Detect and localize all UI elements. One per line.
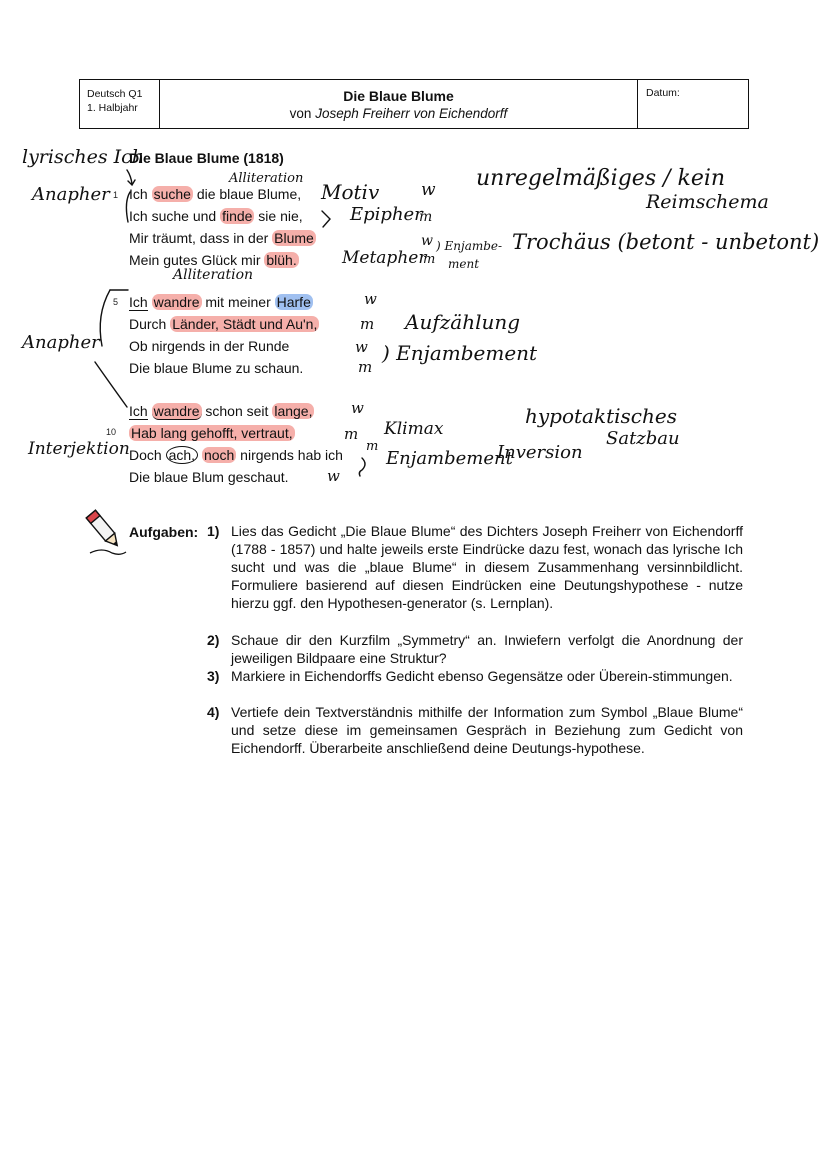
task-text: Lies das Gedicht „Die Blaue Blume“ des Dichters Joseph Freiherr von Eichendorff (1788 - 1857) und halte jeweils erste Eindrücke dazu fest, wonach das lyrische Ich sucht und was die „blaue Blume“ in diesem Zusammenhang versinnbildlicht. Formuliere basierend auf diesen Eindrücken eine Deutungshypothese - nutze hierzu ggf. den Hypothesen-generator (s. Lernplan). — [231, 523, 743, 611]
poem-line: Die blaue Blume zu schaun. — [129, 360, 304, 376]
poem-line: Ich wandre schon seit lange, — [129, 403, 313, 419]
annotation-klimax: Klimax — [384, 419, 444, 439]
poem-line: Mir träumt, dass in der Blume — [129, 230, 314, 246]
annotation-metapher: Metapher — [342, 248, 427, 268]
task-text: Vertiefe dein Textverständnis mithilfe der Information zum Symbol „Blaue Blume“ und setze diese im gemeinsamen Gespräch in Beziehung zum Gedicht von Eichendorff. Überarbeite anschließend deine Deutungs-hypothese. — [231, 704, 743, 756]
annotation-trochaeus: Trochäus (betont - unbetont) — [512, 230, 820, 254]
cadence-mark: m — [344, 425, 359, 443]
annotation-aufzaehlung: Aufzählung — [405, 310, 521, 334]
annotation-lyrisches-ich: lyrisches Ich — [22, 146, 145, 168]
enjambement-bracket-low — [359, 458, 365, 476]
subtitle-prefix: von — [289, 106, 316, 121]
epipher-bracket — [322, 211, 330, 227]
cadence-mark: m — [419, 209, 433, 225]
cadence-mark: w — [421, 180, 436, 200]
annotation-epipher: Epipher — [350, 204, 423, 225]
annotation-inversion: Inversion — [497, 442, 583, 463]
task-item — [207, 522, 743, 612]
task-item — [207, 631, 743, 667]
cadence-mark: w — [364, 290, 377, 308]
pencil-icon — [82, 505, 128, 557]
line-number: 1 — [113, 190, 119, 200]
author-name: Joseph Freiherr von Eichendorff — [315, 106, 508, 121]
poem-line: Die blaue Blum geschaut. — [129, 469, 289, 485]
poem-line: Hab lang gehofft, vertraut, — [131, 425, 293, 441]
arrow-lyrisches-ich — [127, 170, 135, 185]
cadence-mark: w — [355, 338, 368, 356]
title-cell — [160, 80, 638, 128]
task-item — [207, 667, 743, 685]
poem-title: Die Blaue Blume (1818) — [129, 150, 284, 166]
annotation-motiv: Motiv — [321, 180, 380, 204]
cadence-mark: w — [351, 399, 364, 417]
cadence-mark: m — [360, 315, 375, 333]
annotation-reimschema-1: unregelmäßiges / kein — [476, 166, 726, 191]
annotation-enjambement-short: ) Enjambe- — [436, 239, 503, 253]
poem-line: Ich wandre mit meiner Harfe — [129, 294, 311, 310]
cadence-mark: m — [423, 252, 436, 267]
tasks-label: Aufgaben: — [129, 524, 199, 540]
task-number: 1) — [207, 523, 220, 539]
term-label: 1. Halbjahr — [87, 102, 138, 114]
task-number: 4) — [207, 704, 220, 720]
poem-line: Durch Länder, Städt und Au'n, — [129, 316, 318, 332]
line-number: 5 — [113, 297, 119, 307]
annotation-anapher-top: Anapher — [32, 184, 110, 205]
course-cell — [80, 80, 160, 128]
poem-line: Mein gutes Glück mir blüh. — [129, 252, 297, 268]
cadence-mark: m — [358, 358, 373, 376]
worksheet-subtitle — [160, 105, 637, 122]
cadence-mark: m — [366, 439, 379, 454]
poem-line: Ich suche die blaue Blume, — [129, 186, 302, 202]
cadence-mark: w — [327, 467, 340, 485]
annotation-interjektion: Interjektion — [28, 439, 130, 459]
task-number: 3) — [207, 668, 220, 684]
annotation-enjambement-short-2: ment — [448, 257, 480, 271]
task-number: 2) — [207, 632, 220, 648]
poem-line: Ob nirgends in der Runde — [129, 338, 290, 354]
task-text: Markiere in Eichendorffs Gedicht ebenso Gegensätze oder Überein-stimmungen. — [231, 668, 733, 684]
task-item — [207, 703, 743, 757]
date-label: Datum: — [646, 87, 680, 99]
worksheet-header — [79, 79, 749, 129]
date-cell — [638, 80, 748, 128]
annotation-enjambement-mid: ) Enjambement — [382, 341, 538, 365]
line-number: 10 — [106, 427, 117, 437]
worksheet-title: Die Blaue Blume — [343, 88, 454, 104]
poem-line: Doch ach, noch nirgends hab ich — [129, 447, 343, 463]
subject-label: Deutsch Q1 — [87, 88, 143, 100]
annotation-anapher-mid: Anapher — [22, 332, 100, 353]
annotation-enjambement-low: Enjambement — [386, 448, 513, 469]
annotation-alliteration-top: Alliteration — [229, 171, 304, 186]
anapher-connector-low — [95, 362, 127, 407]
task-text: Schaue dir den Kurzfilm „Symmetry“ an. Inwiefern verfolgt die Anordnung der jeweiligen Bildpaare eine Struktur? — [231, 632, 743, 666]
poem-line: Ich suche und finde sie nie, — [129, 208, 303, 224]
annotation-reimschema-2: Reimschema — [646, 191, 769, 213]
annotation-alliteration-bottom: Alliteration — [173, 267, 254, 283]
anapher-connector — [100, 290, 110, 346]
annotation-hypotaktisch-1: hypotaktisches — [525, 404, 677, 428]
cadence-mark: w — [421, 233, 433, 249]
annotation-hypotaktisch-2: Satzbau — [606, 428, 680, 449]
